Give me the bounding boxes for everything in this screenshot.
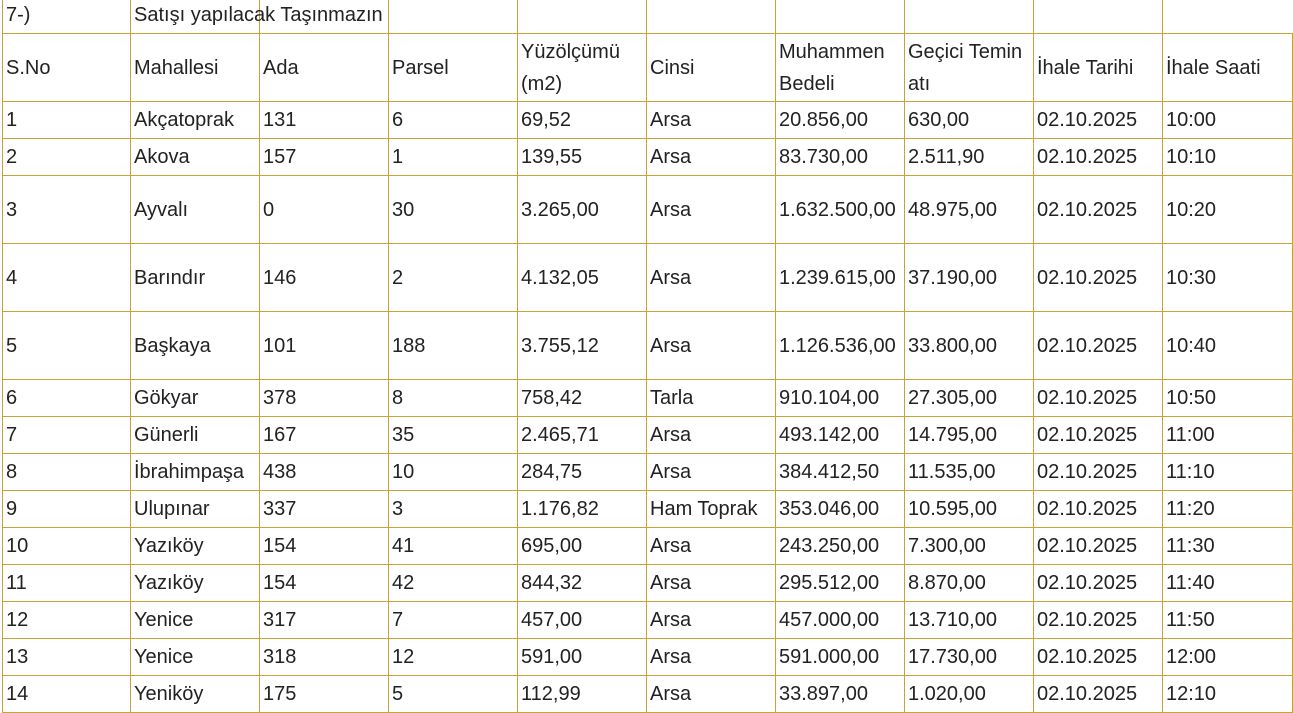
cell-mahallesi: Barındır xyxy=(131,244,260,312)
cell-parsel: 1 xyxy=(389,139,518,176)
cell-yuzolcumu: 457,00 xyxy=(518,602,647,639)
cell-ihale-tarihi: 02.10.2025 xyxy=(1034,565,1163,602)
cell-ada: 438 xyxy=(260,454,389,491)
cell-gecici-teminati: 14.795,00 xyxy=(905,417,1034,454)
cell-ada: 154 xyxy=(260,528,389,565)
cell-yuzolcumu: 69,52 xyxy=(518,102,647,139)
cell-yuzolcumu: 695,00 xyxy=(518,528,647,565)
table-row xyxy=(3,176,1293,244)
cell-ada: 167 xyxy=(260,417,389,454)
cell-yuzolcumu: 758,42 xyxy=(518,380,647,417)
table-row xyxy=(3,528,1293,565)
cell-sno: 3 xyxy=(3,176,131,244)
cell-yuzolcumu: 2.465,71 xyxy=(518,417,647,454)
cell-mahallesi: Yazıköy xyxy=(131,565,260,602)
cell-ihale-saati: 10:50 xyxy=(1163,380,1293,417)
cell-sno: 10 xyxy=(3,528,131,565)
cell-ihale-saati: 11:50 xyxy=(1163,602,1293,639)
table-row xyxy=(3,639,1293,676)
cell-sno: 8 xyxy=(3,454,131,491)
header-row xyxy=(3,34,1293,102)
cell-gecici-teminati: 1.020,00 xyxy=(905,676,1034,713)
cell-yuzolcumu: 844,32 xyxy=(518,565,647,602)
cell-ihale-saati: 10:20 xyxy=(1163,176,1293,244)
cell-ihale-saati: 11:10 xyxy=(1163,454,1293,491)
cell-ihale-saati: 10:40 xyxy=(1163,312,1293,380)
table-row xyxy=(3,312,1293,380)
cell-sno: 9 xyxy=(3,491,131,528)
cell-cinsi: Arsa xyxy=(647,454,776,491)
cell-yuzolcumu: 112,99 xyxy=(518,676,647,713)
empty-cell xyxy=(518,0,647,34)
header-yuzolcumu: Yüzölçümü (m2) xyxy=(518,34,647,102)
cell-ada: 131 xyxy=(260,102,389,139)
title-row xyxy=(3,0,1293,34)
header-cinsi: Cinsi xyxy=(647,34,776,102)
cell-ihale-tarihi: 02.10.2025 xyxy=(1034,139,1163,176)
cell-mahallesi: Ulupınar xyxy=(131,491,260,528)
table-row xyxy=(3,417,1293,454)
cell-cinsi: Arsa xyxy=(647,312,776,380)
cell-muhammen-bedeli: 243.250,00 xyxy=(776,528,905,565)
cell-parsel: 188 xyxy=(389,312,518,380)
cell-muhammen-bedeli: 295.512,00 xyxy=(776,565,905,602)
cell-ihale-saati: 11:30 xyxy=(1163,528,1293,565)
cell-ihale-saati: 11:00 xyxy=(1163,417,1293,454)
header-mahallesi: Mahallesi xyxy=(131,34,260,102)
cell-cinsi: Arsa xyxy=(647,176,776,244)
header-sno: S.No xyxy=(3,34,131,102)
cell-ihale-tarihi: 02.10.2025 xyxy=(1034,528,1163,565)
cell-sno: 6 xyxy=(3,380,131,417)
section-title: Satışı yapılacak Taşınmazın xyxy=(131,0,260,34)
cell-ihale-tarihi: 02.10.2025 xyxy=(1034,676,1163,713)
empty-cell xyxy=(647,0,776,34)
cell-mahallesi: Yenice xyxy=(131,602,260,639)
cell-cinsi: Arsa xyxy=(647,528,776,565)
cell-ihale-tarihi: 02.10.2025 xyxy=(1034,491,1163,528)
cell-ada: 101 xyxy=(260,312,389,380)
cell-yuzolcumu: 591,00 xyxy=(518,639,647,676)
cell-muhammen-bedeli: 1.126.536,00 xyxy=(776,312,905,380)
table-row xyxy=(3,676,1293,713)
cell-yuzolcumu: 139,55 xyxy=(518,139,647,176)
cell-muhammen-bedeli: 33.897,00 xyxy=(776,676,905,713)
cell-parsel: 8 xyxy=(389,380,518,417)
cell-ihale-tarihi: 02.10.2025 xyxy=(1034,244,1163,312)
cell-ada: 0 xyxy=(260,176,389,244)
cell-ihale-tarihi: 02.10.2025 xyxy=(1034,102,1163,139)
cell-cinsi: Arsa xyxy=(647,417,776,454)
cell-yuzolcumu: 1.176,82 xyxy=(518,491,647,528)
cell-sno: 13 xyxy=(3,639,131,676)
cell-muhammen-bedeli: 457.000,00 xyxy=(776,602,905,639)
cell-mahallesi: Akova xyxy=(131,139,260,176)
cell-cinsi: Arsa xyxy=(647,244,776,312)
table-row xyxy=(3,380,1293,417)
cell-muhammen-bedeli: 353.046,00 xyxy=(776,491,905,528)
cell-gecici-teminati: 37.190,00 xyxy=(905,244,1034,312)
cell-ada: 154 xyxy=(260,565,389,602)
cell-ada: 337 xyxy=(260,491,389,528)
table-row xyxy=(3,244,1293,312)
table-row xyxy=(3,565,1293,602)
cell-muhammen-bedeli: 83.730,00 xyxy=(776,139,905,176)
cell-ada: 175 xyxy=(260,676,389,713)
cell-parsel: 10 xyxy=(389,454,518,491)
cell-mahallesi: İbrahimpaşa xyxy=(131,454,260,491)
cell-sno: 5 xyxy=(3,312,131,380)
cell-ihale-tarihi: 02.10.2025 xyxy=(1034,380,1163,417)
cell-mahallesi: Başkaya xyxy=(131,312,260,380)
cell-muhammen-bedeli: 1.632.500,00 xyxy=(776,176,905,244)
cell-muhammen-bedeli: 493.142,00 xyxy=(776,417,905,454)
cell-muhammen-bedeli: 20.856,00 xyxy=(776,102,905,139)
cell-parsel: 30 xyxy=(389,176,518,244)
cell-parsel: 41 xyxy=(389,528,518,565)
cell-muhammen-bedeli: 1.239.615,00 xyxy=(776,244,905,312)
cell-cinsi: Arsa xyxy=(647,639,776,676)
cell-parsel: 5 xyxy=(389,676,518,713)
cell-ada: 318 xyxy=(260,639,389,676)
cell-yuzolcumu: 3.265,00 xyxy=(518,176,647,244)
cell-mahallesi: Yenice xyxy=(131,639,260,676)
cell-gecici-teminati: 48.975,00 xyxy=(905,176,1034,244)
cell-ada: 157 xyxy=(260,139,389,176)
cell-cinsi: Arsa xyxy=(647,602,776,639)
empty-cell xyxy=(389,0,518,34)
cell-cinsi: Tarla xyxy=(647,380,776,417)
cell-ihale-saati: 12:10 xyxy=(1163,676,1293,713)
cell-yuzolcumu: 4.132,05 xyxy=(518,244,647,312)
table-row xyxy=(3,454,1293,491)
cell-sno: 2 xyxy=(3,139,131,176)
cell-ada: 317 xyxy=(260,602,389,639)
cell-mahallesi: Yazıköy xyxy=(131,528,260,565)
cell-parsel: 35 xyxy=(389,417,518,454)
cell-sno: 11 xyxy=(3,565,131,602)
cell-parsel: 42 xyxy=(389,565,518,602)
header-gecici-teminati: Geçici Teminatı xyxy=(905,34,1034,102)
cell-gecici-teminati: 33.800,00 xyxy=(905,312,1034,380)
cell-ihale-tarihi: 02.10.2025 xyxy=(1034,176,1163,244)
cell-ihale-tarihi: 02.10.2025 xyxy=(1034,417,1163,454)
table-row xyxy=(3,102,1293,139)
cell-muhammen-bedeli: 910.104,00 xyxy=(776,380,905,417)
cell-ihale-tarihi: 02.10.2025 xyxy=(1034,639,1163,676)
header-ihale-saati: İhale Saati xyxy=(1163,34,1293,102)
cell-sno: 4 xyxy=(3,244,131,312)
cell-cinsi: Arsa xyxy=(647,139,776,176)
table-row xyxy=(3,139,1293,176)
cell-ihale-saati: 10:10 xyxy=(1163,139,1293,176)
header-ada: Ada xyxy=(260,34,389,102)
cell-parsel: 6 xyxy=(389,102,518,139)
cell-muhammen-bedeli: 384.412,50 xyxy=(776,454,905,491)
cell-gecici-teminati: 10.595,00 xyxy=(905,491,1034,528)
cell-yuzolcumu: 3.755,12 xyxy=(518,312,647,380)
cell-mahallesi: Akçatoprak xyxy=(131,102,260,139)
cell-sno: 14 xyxy=(3,676,131,713)
cell-mahallesi: Ayvalı xyxy=(131,176,260,244)
section-number: 7-) xyxy=(3,0,131,34)
cell-gecici-teminati: 13.710,00 xyxy=(905,602,1034,639)
cell-cinsi: Arsa xyxy=(647,676,776,713)
cell-gecici-teminati: 8.870,00 xyxy=(905,565,1034,602)
header-parsel: Parsel xyxy=(389,34,518,102)
empty-cell xyxy=(905,0,1034,34)
table-row xyxy=(3,602,1293,639)
cell-cinsi: Arsa xyxy=(647,565,776,602)
cell-ada: 146 xyxy=(260,244,389,312)
cell-sno: 12 xyxy=(3,602,131,639)
header-ihale-tarihi: İhale Tarihi xyxy=(1034,34,1163,102)
cell-mahallesi: Gökyar xyxy=(131,380,260,417)
cell-cinsi: Arsa xyxy=(647,102,776,139)
cell-ihale-saati: 10:00 xyxy=(1163,102,1293,139)
empty-cell xyxy=(776,0,905,34)
cell-ihale-tarihi: 02.10.2025 xyxy=(1034,602,1163,639)
header-muhammen-bedeli: Muhammen Bedeli xyxy=(776,34,905,102)
cell-mahallesi: Yeniköy xyxy=(131,676,260,713)
cell-parsel: 3 xyxy=(389,491,518,528)
empty-cell xyxy=(1034,0,1163,34)
cell-gecici-teminati: 630,00 xyxy=(905,102,1034,139)
table-row xyxy=(3,491,1293,528)
property-sale-table xyxy=(2,0,1293,713)
cell-gecici-teminati: 17.730,00 xyxy=(905,639,1034,676)
cell-gecici-teminati: 11.535,00 xyxy=(905,454,1034,491)
cell-gecici-teminati: 27.305,00 xyxy=(905,380,1034,417)
cell-muhammen-bedeli: 591.000,00 xyxy=(776,639,905,676)
cell-parsel: 7 xyxy=(389,602,518,639)
cell-parsel: 2 xyxy=(389,244,518,312)
cell-ihale-saati: 11:40 xyxy=(1163,565,1293,602)
cell-mahallesi: Günerli xyxy=(131,417,260,454)
cell-gecici-teminati: 2.511,90 xyxy=(905,139,1034,176)
cell-ihale-saati: 11:20 xyxy=(1163,491,1293,528)
cell-ihale-tarihi: 02.10.2025 xyxy=(1034,312,1163,380)
cell-sno: 1 xyxy=(3,102,131,139)
cell-sno: 7 xyxy=(3,417,131,454)
cell-cinsi: Ham Toprak xyxy=(647,491,776,528)
cell-gecici-teminati: 7.300,00 xyxy=(905,528,1034,565)
cell-ada: 378 xyxy=(260,380,389,417)
cell-yuzolcumu: 284,75 xyxy=(518,454,647,491)
cell-parsel: 12 xyxy=(389,639,518,676)
cell-ihale-saati: 12:00 xyxy=(1163,639,1293,676)
cell-ihale-tarihi: 02.10.2025 xyxy=(1034,454,1163,491)
cell-ihale-saati: 10:30 xyxy=(1163,244,1293,312)
